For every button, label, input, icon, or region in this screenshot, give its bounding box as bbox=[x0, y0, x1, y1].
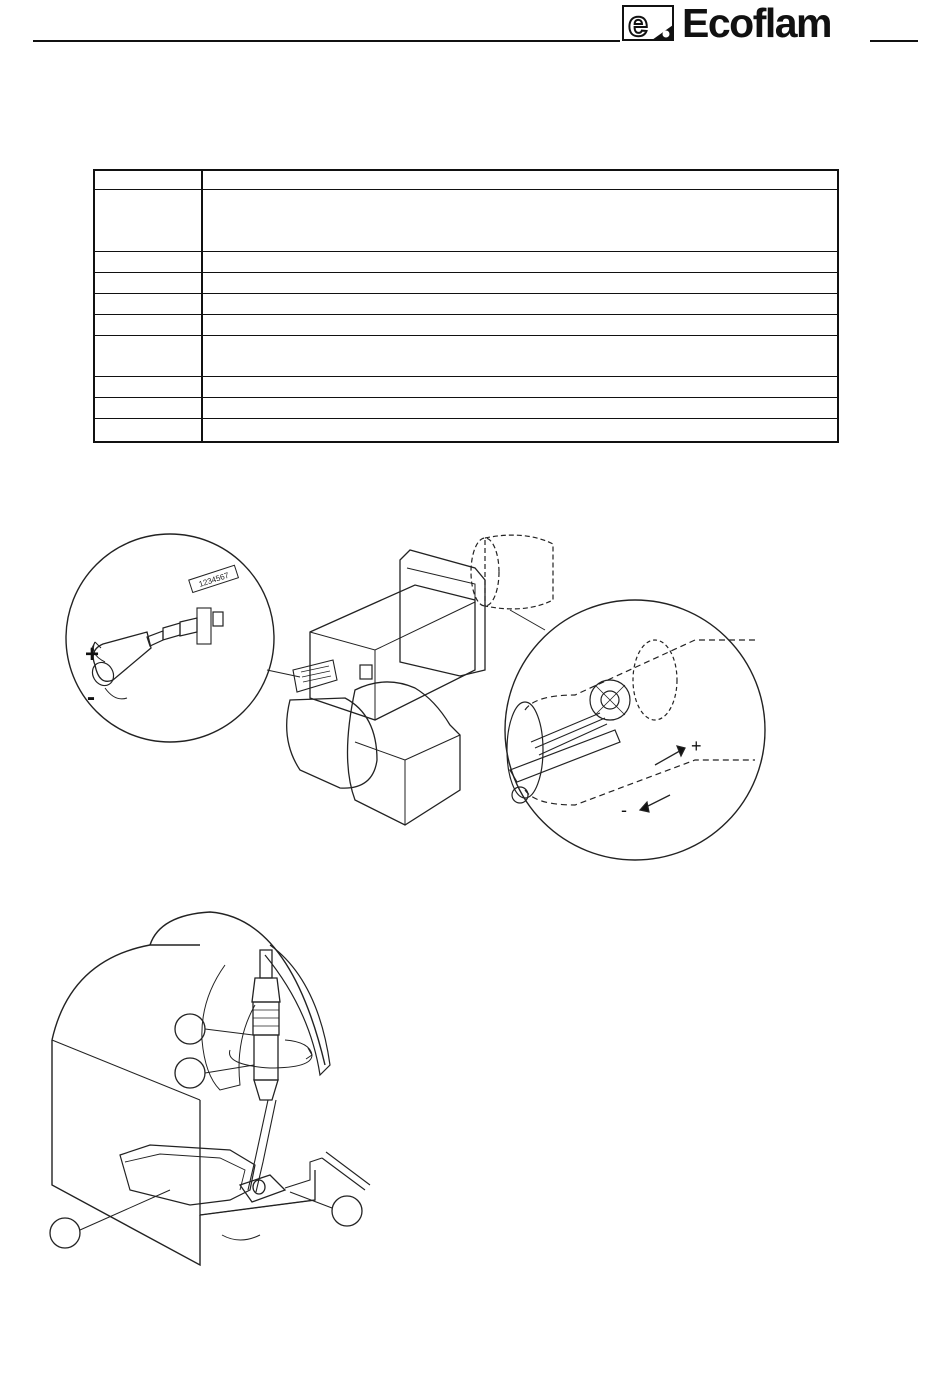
row-value bbox=[202, 293, 838, 314]
table-row bbox=[94, 293, 838, 314]
row-key bbox=[94, 397, 202, 418]
header-rule-right bbox=[870, 40, 918, 42]
row-key bbox=[94, 335, 202, 376]
table-row bbox=[94, 335, 838, 376]
head-adjustment-detail bbox=[505, 600, 765, 860]
row-value bbox=[202, 189, 838, 251]
table-row bbox=[94, 376, 838, 397]
header-rule-left bbox=[33, 40, 620, 42]
callout-circle-4 bbox=[332, 1196, 362, 1226]
detail-minus-sign: - bbox=[621, 800, 627, 820]
row-value bbox=[202, 251, 838, 272]
plus-sign: + bbox=[85, 641, 100, 668]
table-row bbox=[94, 251, 838, 272]
row-key bbox=[94, 170, 202, 189]
row-value bbox=[202, 314, 838, 335]
burner-adjustment-figure bbox=[55, 520, 775, 865]
row-key bbox=[94, 251, 202, 272]
row-key bbox=[94, 272, 202, 293]
table-row bbox=[94, 272, 838, 293]
table-row bbox=[94, 397, 838, 418]
row-key bbox=[94, 189, 202, 251]
callout-circle-2 bbox=[175, 1058, 205, 1088]
row-value bbox=[202, 418, 838, 442]
row-value bbox=[202, 170, 838, 189]
row-value bbox=[202, 272, 838, 293]
scale-label: 1234567 bbox=[197, 570, 231, 589]
table-row bbox=[94, 189, 838, 251]
table-row bbox=[94, 170, 838, 189]
logo-letter: e bbox=[628, 5, 649, 41]
row-key bbox=[94, 376, 202, 397]
table-row bbox=[94, 314, 838, 335]
ecoflam-logo-icon bbox=[622, 5, 674, 41]
nozzle-electrode-figure bbox=[40, 900, 380, 1280]
row-key bbox=[94, 418, 202, 442]
row-key bbox=[94, 293, 202, 314]
row-value bbox=[202, 397, 838, 418]
table-row bbox=[94, 418, 838, 442]
burner-body bbox=[287, 535, 553, 825]
air-screw-detail bbox=[66, 534, 274, 742]
brand-name: Ecoflam bbox=[682, 0, 831, 46]
minus-sign: - bbox=[87, 684, 95, 711]
callout-circle-1 bbox=[175, 1014, 205, 1044]
row-key bbox=[94, 314, 202, 335]
callout-circle-3 bbox=[50, 1218, 80, 1248]
row-value bbox=[202, 335, 838, 376]
row-value bbox=[202, 376, 838, 397]
spec-table bbox=[93, 169, 839, 443]
detail-plus-sign: + bbox=[691, 736, 702, 756]
